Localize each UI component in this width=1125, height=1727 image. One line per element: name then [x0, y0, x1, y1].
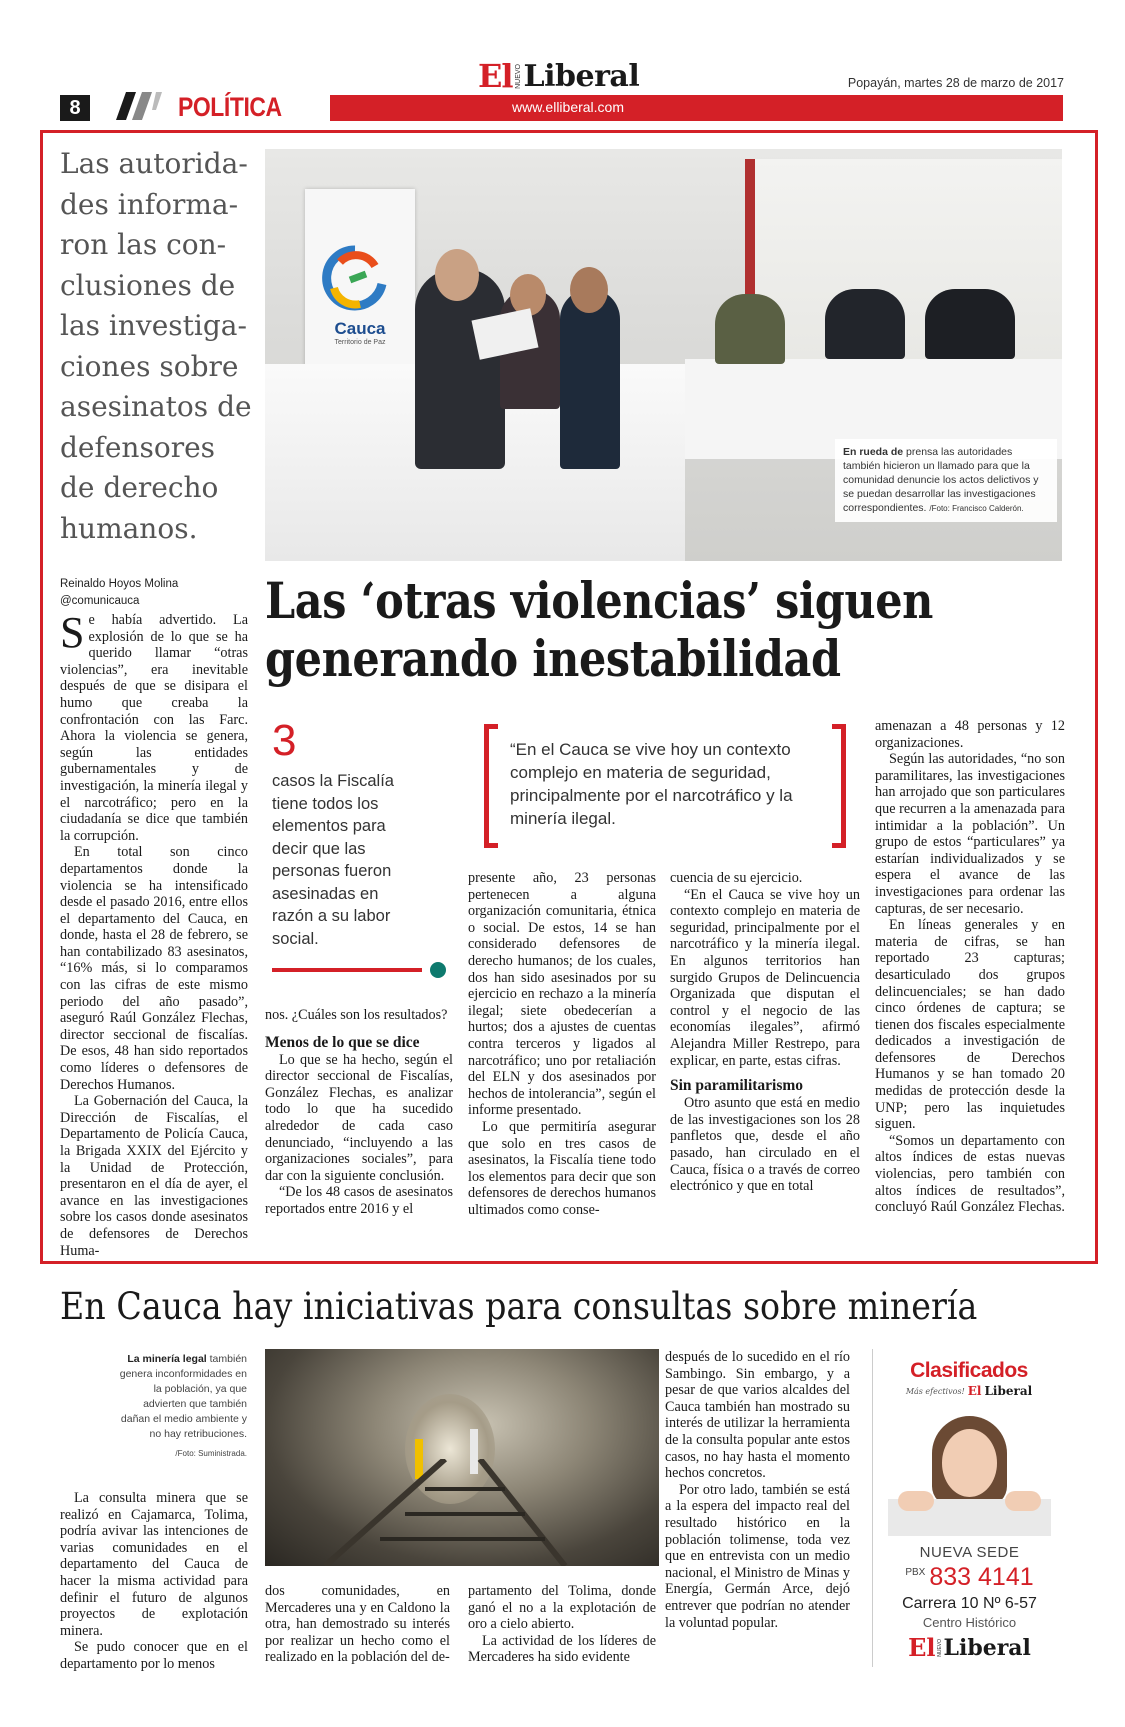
lead-paragraph: Otro asunto que está en medio de las investigaciones son los 28 panfletos que, desde el año pasado, han circulado en el Cauca, física o a través de correo electrónico y que en total	[670, 1095, 860, 1195]
photo-credit: /Foto: Francisco Calderón.	[929, 504, 1024, 513]
second-headline: En Cauca hay iniciativas para consultas sobre minería	[60, 1285, 978, 1328]
section-slashes-icon	[112, 90, 162, 122]
fact-text: casos la Fiscalía tiene todos los elementos para decir que las personas fueron asesinadas en razón a su labor social.	[272, 772, 394, 948]
ad-slogan: Más efectivos!	[905, 1386, 965, 1396]
ad-logo-el: El	[908, 1633, 936, 1662]
second-paragraph: La actividad de los líderes de Mercaderes ha sido evidente	[468, 1632, 656, 1666]
intro-line: ciones sobre	[60, 349, 239, 383]
sign-word: Cauca	[334, 319, 386, 338]
mine-photo-credit: /Foto: Suministrada.	[175, 1449, 247, 1458]
ad-logo-nuevo: NUEVO	[936, 1638, 943, 1657]
lead-column-4	[670, 870, 860, 1195]
lead-paragraph: En líneas generales y en materia de cifras, se han reportado 23 capturas; desarticulado dos grupos delincuenciales; se han dado cinco órdenes de captura; se tienen dos fiscales especialmente dedicados a investigación de defensores de Derechos Humanos y se han tomado 20 medidas de protección desde la UNP; pero las inquietudes siguen.	[875, 917, 1065, 1133]
lead-paragraph: Según las autoridades, “no son paramilitares, las investigaciones han arrojado que son particulares que recurren a la amenazada para intimidar a la población”. Un grupo de estos “particulares” ya estarían individualizados y se espera el avance de las investigaciones para ordenar las capturas, de ser necesario.	[875, 751, 1065, 917]
lead-paragraph: “Somos un departamento con altos índices de estas nuevas violencias, pero también con altos índices de resultados”, concluyó Raúl González Flechas.	[875, 1132, 1065, 1216]
logo-nuevo: NUEVO	[514, 63, 522, 89]
rail-tracks-icon	[265, 1459, 659, 1566]
second-paragraph: Se pudo conocer que en el departamento por lo menos	[60, 1639, 248, 1672]
lead-paragraph: “De los 48 casos de asesinatos reportados entre 2016 y el	[265, 1184, 453, 1217]
website-link[interactable]: www.elliberal.com	[511, 99, 625, 115]
intro-line: las investiga-	[60, 309, 247, 342]
subheading: Sin paramilitarismo	[670, 1077, 804, 1095]
lead-paragraph: amenazan a 48 personas y 12 organizaciones.	[875, 718, 1065, 751]
intro-line: clusiones de	[60, 268, 236, 302]
ad-title: Clasificados	[910, 1359, 1028, 1382]
press-conference-photo	[265, 149, 1062, 561]
lead-column-5	[875, 718, 1065, 1216]
pullquote-bracket-right	[832, 724, 846, 848]
lead-headline	[265, 572, 1065, 688]
byline	[60, 576, 260, 610]
intro-line: asesinatos de	[60, 390, 252, 423]
page-header	[0, 0, 1125, 125]
intro-deck	[60, 144, 260, 549]
mine-caption-text: también genera inconformidades en la población, ya que advierten que también dañan el medio ambiente y no hay retribuciones.	[119, 1353, 247, 1440]
fact-box	[272, 718, 452, 978]
intro-line: ron las con-	[60, 228, 227, 261]
byline-handle: @comunicauca	[60, 595, 140, 607]
second-column-2	[265, 1583, 450, 1666]
sign-tag: Territorio de Paz	[334, 339, 386, 346]
lead-headline-line: generando inestabilidad	[265, 629, 841, 688]
ad-logo	[873, 1633, 1066, 1662]
ad-slogan-logo-liberal: Liberal	[984, 1384, 1033, 1398]
lead-paragraph: Lo que permitiría asegurar que solo en tres casos de asesinatos, la Fiscalía tiene todo los elementos para decir que son defensores de derechos humanos ultimados como conse-	[468, 1118, 656, 1218]
mine-photo-caption	[112, 1352, 247, 1461]
pullquote-bracket-left	[484, 724, 498, 848]
lead-paragraph: e había advertido. La explosión de lo que se ha querido llamar “otras violencias”, era inevitable después de que se disipara el humo que creaba la confrontación con las Farc. Ahora la violencia se genera, según las entidades gubernamentales y de investigación, la minería ilegal y el narcotráfico; pero en la ciudadanía se dice que también la corrupción.	[60, 612, 248, 844]
pullquote-text: “En el Cauca se vive hoy un contexto complejo en materia de seguridad, principalmente por el narcotráfico y la minería ilegal.	[510, 740, 793, 828]
pullquote-box	[484, 722, 846, 850]
lead-paragraph: En total son cinco departamentos donde la violencia se ha intensificado desde el pasado 2016, entre ellos el departamento del Cauca, en donde, hasta el 28 de febrero, se han contabilizado 83 asesinatos, “16% más, si lo comparamos con las cifras de este mismo periodo del año pasado”, aseguró Raúl González Flechas, director seccional de fiscalías. De esos, 48 han sido reportados como líderes o defensores de Derechos Humanos.	[60, 844, 248, 1093]
second-paragraph: La consulta minera que se realizó en Cajamarca, Tolima, podría avivar las intenciones de varias comunidades en el departamento del Cauca de hacer la misma actividad para definir el futuro de algunos proyectos de explotación minera.	[60, 1490, 248, 1639]
ad-logo-liberal: Liberal	[943, 1634, 1031, 1661]
section-label: POLÍTICA	[178, 92, 282, 122]
mine-photo	[265, 1349, 659, 1566]
second-column-1	[60, 1490, 248, 1673]
newspaper-logo	[478, 58, 639, 94]
second-paragraph: después de lo sucedido en el río Sambingo. Sin embargo, y a pesar de que varios alcaldes del Cauca también han mostrado su interés de utilizar la herramienta de la consulta popular ante estos casos, no hay hasta el momento hechos concretos.	[665, 1349, 850, 1482]
second-paragraph: dos comunidades, en Mercaderes una y en Caldono la otra, han demostrado su interés por realizar un hecho como el realizado en la población del de-	[265, 1583, 450, 1666]
second-column-3	[468, 1583, 656, 1666]
ad-address: Carrera 10 Nº 6-57	[902, 1595, 1037, 1612]
header-red-bar	[330, 95, 1063, 121]
lead-column-2	[265, 1007, 453, 1218]
lead-column-3	[468, 870, 656, 1218]
intro-line: de derecho	[60, 471, 219, 504]
ad-pbx-label: PBX	[905, 1567, 926, 1578]
logo-el: El	[478, 57, 513, 95]
ad-new-office: NUEVA SEDE	[919, 1544, 1020, 1561]
ad-slogan-logo-el: El	[967, 1384, 982, 1398]
mine-caption-bold: La minería legal	[127, 1353, 207, 1365]
subheading: Menos de lo que se dice	[265, 1033, 420, 1051]
ad-model-image	[888, 1411, 1051, 1536]
classifieds-ad[interactable]	[872, 1349, 1065, 1667]
photo-caption-bold: En rueda de	[843, 446, 904, 458]
intro-line: humanos.	[60, 511, 198, 545]
fact-rule	[272, 968, 422, 972]
lead-paragraph: “En el Cauca se vive hoy un contexto complejo en materia de seguridad, principalmente por el narcotráfico y la minería ilegal. En algunos territorios han surgido Grupos de Delincuencia Organizada que disputan el control y el negocio de las economías ilegales”, afirmó Alejandra Miller Restrepo, para explicar, en parte, estas cifras.	[670, 886, 860, 1069]
lead-column-1	[60, 608, 248, 1259]
photo-caption-box	[835, 439, 1057, 522]
dateline: Popayán, martes 28 de marzo de 2017	[847, 76, 1064, 90]
ad-district: Centro Histórico	[922, 1615, 1017, 1630]
second-paragraph: Por otro lado, también se está a la espera del impacto real del resultado histórico en la población tolimense, toda vez que en entrevista con un medio nacional, el Ministro de Minas y Energía, Germán Arce, dejó entrever que podrían no atender la voluntad popular.	[665, 1481, 850, 1631]
byline-name: Reinaldo Hoyos Molina	[60, 578, 179, 590]
lead-paragraph: cuencia de su ejercicio.	[670, 870, 803, 886]
intro-line: Las autorida-	[60, 147, 248, 180]
fact-dot-icon	[430, 962, 446, 978]
intro-line: defensores	[60, 430, 216, 464]
cauca-logo-icon	[320, 244, 390, 314]
ad-phone-row	[873, 1563, 1066, 1592]
second-paragraph: partamento del Tolima, donde ganó el no a la explotación de oro a cielo abierto.	[468, 1583, 656, 1633]
fact-number: 3	[272, 716, 297, 765]
lead-paragraph: La Gobernación del Cauca, la Dirección de Fiscalías, el Departamento de Policía Cauca, la Brigada XXIX del Ejército y la Unidad de Protección, presentaron en el día de ayer, el avance en las investigaciones sobre los casos donde asesinatos de defensores de Derechos Huma-	[60, 1093, 248, 1259]
intro-line: des informa-	[60, 187, 239, 221]
logo-liberal: Liberal	[523, 58, 640, 94]
ad-slogan-row	[873, 1384, 1065, 1398]
lead-paragraph: Lo que se ha hecho, según el director seccional de Fiscalías, González Flechas, es analizar todo lo que ha sucedido alrededor de cada caso denunciado, “incluyendo a las organizaciones sociales”, para dar con la siguiente conclusión.	[265, 1051, 453, 1184]
lead-paragraph: presente año, 23 personas pertenecen a alguna organización comunitaria, étnica o social. De estos, 14 se han considerado defensores de derecho humanos; de los cuales, dos han sido asesinados por su ejercicio en rechazo a la minería ilegal; siete obedecerían a hurtos; dos a ajustes de cuentas contra terceros y ligados al narcotráfico; uno por retaliación del ELN y dos asesinados por hechos de intolerancia”, según el informe presentado.	[468, 870, 656, 1119]
lead-headline-line: Las ‘otras violencias’ siguen	[265, 571, 934, 630]
ad-phone[interactable]: 833 4141	[929, 1563, 1034, 1591]
lead-paragraph: nos. ¿Cuáles son los resultados?	[265, 1007, 448, 1023]
page-number: 8	[60, 95, 90, 121]
photo-caption-text: prensa las autoridades también hicieron un llamado para que la comunidad denuncie los actos delictivos y se puedan desarrollar las investigaciones correspondientes.	[843, 446, 1039, 514]
drop-cap: S	[60, 608, 85, 657]
second-column-4	[665, 1349, 850, 1631]
